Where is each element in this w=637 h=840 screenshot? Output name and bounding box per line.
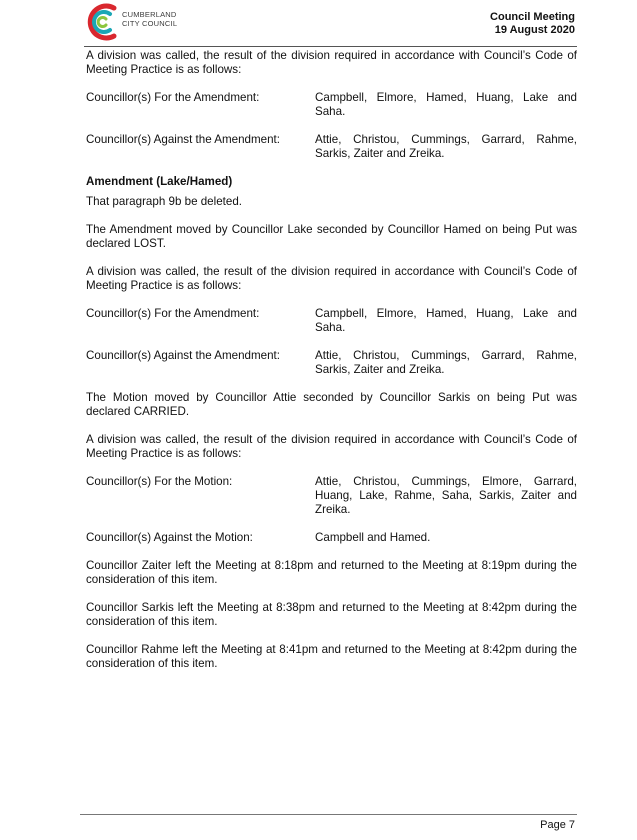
vote-names: Campbell, Elmore, Hamed, Huang, Lake and Saha. xyxy=(315,91,577,118)
vote-label: Councillor(s) Against the Amendment: xyxy=(86,133,280,146)
division-2-intro: A division was called, the result of the division required in accordance with Council’s Code of Meeting Practice is as follows: xyxy=(86,265,577,292)
division-2-against xyxy=(86,349,577,377)
vote-names: Campbell, Elmore, Hamed, Huang, Lake and Saha. xyxy=(315,307,577,334)
amendment-result: The Amendment moved by Councillor Lake seconded by Councillor Hamed on being Put was declared LOST. xyxy=(86,223,577,250)
division-3-for xyxy=(86,475,577,517)
amendment-text: That paragraph 9b be deleted. xyxy=(86,195,242,208)
division-1-for xyxy=(86,91,577,119)
meeting-title: Council Meeting xyxy=(490,11,575,23)
vote-names: Attie, Christou, Cummings, Garrard, Rahme, Sarkis, Zaiter and Zreika. xyxy=(315,133,577,160)
vote-names: Attie, Christou, Cummings, Elmore, Garrard, Huang, Lake, Rahme, Saha, Sarkis, Zaiter and Zreika. xyxy=(315,475,577,516)
division-3-against xyxy=(86,531,577,545)
footer-divider xyxy=(80,814,577,815)
vote-label: Councillor(s) For the Motion: xyxy=(86,475,233,488)
minutes-body xyxy=(86,49,577,685)
logo-text xyxy=(122,10,177,28)
note-zaiter: Councillor Zaiter left the Meeting at 8:18pm and returned to the Meeting at 8:19pm during the consideration of this item. xyxy=(86,559,577,586)
note-sarkis: Councillor Sarkis left the Meeting at 8:38pm and returned to the Meeting at 8:42pm during the consideration of this item. xyxy=(86,601,577,628)
logo-line-2: CITY COUNCIL xyxy=(122,19,178,28)
division-1-intro: A division was called, the result of the division required in accordance with Council’s Code of Meeting Practice is as follows: xyxy=(86,49,577,76)
note-rahme: Councillor Rahme left the Meeting at 8:41pm and returned to the Meeting at 8:42pm during the consideration of this item. xyxy=(86,643,577,670)
page-header xyxy=(0,0,637,46)
vote-names: Campbell and Hamed. xyxy=(315,531,431,544)
motion-result: The Motion moved by Councillor Attie seconded by Councillor Sarkis on being Put was declared CARRIED. xyxy=(86,391,577,418)
logo-line-1: CUMBERLAND xyxy=(122,10,177,19)
vote-names: Attie, Christou, Cummings, Garrard, Rahme, Sarkis, Zaiter and Zreika. xyxy=(315,349,577,376)
header-divider xyxy=(84,46,577,47)
amendment-heading: Amendment (Lake/Hamed) xyxy=(86,175,233,188)
meeting-date: 19 August 2020 xyxy=(494,24,575,36)
vote-label: Councillor(s) Against the Amendment: xyxy=(86,349,280,362)
meeting-info xyxy=(490,11,575,37)
vote-label: Councillor(s) For the Amendment: xyxy=(86,91,260,104)
division-2-for xyxy=(86,307,577,335)
council-logo xyxy=(84,2,204,42)
vote-label: Councillor(s) Against the Motion: xyxy=(86,531,253,544)
council-logo-icon xyxy=(84,2,120,42)
division-1-against xyxy=(86,133,577,161)
division-3-intro: A division was called, the result of the division required in accordance with Council’s Code of Meeting Practice is as follows: xyxy=(86,433,577,460)
page-number: Page 7 xyxy=(540,819,575,831)
vote-label: Councillor(s) For the Amendment: xyxy=(86,307,260,320)
